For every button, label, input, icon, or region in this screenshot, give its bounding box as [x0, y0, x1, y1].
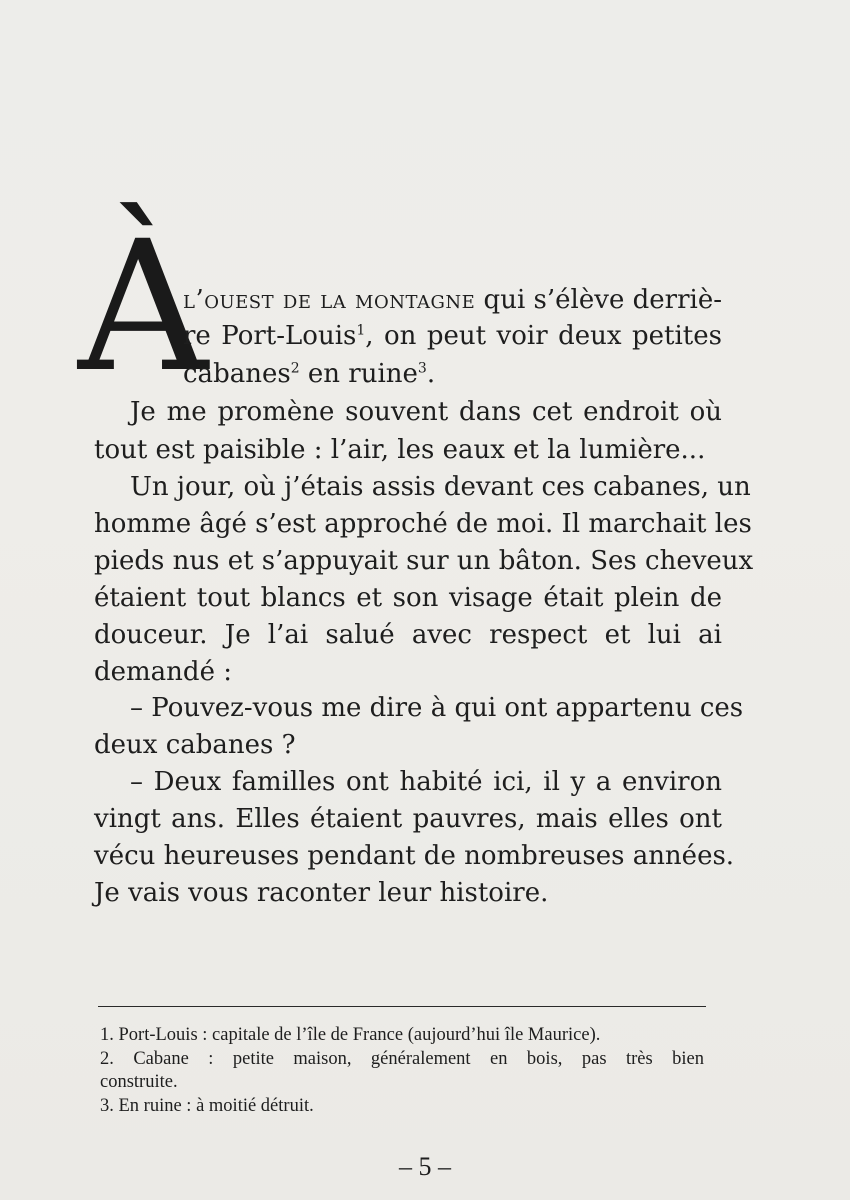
- footnote-2-cont: construite.: [100, 1072, 178, 1092]
- text-line: [183, 356, 435, 392]
- text-line: douceur. Je l’ai salué avec respect et lui ai: [94, 620, 722, 650]
- text-line: Je me promène souvent dans cet endroit où: [130, 397, 722, 427]
- text-line: – Pouvez-vous me dire à qui ont appartenu ces: [130, 693, 744, 723]
- text-span: re Port-Louis: [183, 321, 357, 351]
- text-line: vingt ans. Elles étaient pauvres, mais elles ont: [94, 804, 722, 834]
- footnote-2: 2. Cabane : petite maison, généralement en bois, pas très bien: [100, 1049, 704, 1069]
- text-line: [183, 282, 722, 318]
- text-line: Je vais vous raconter leur histoire.: [94, 878, 549, 908]
- text-span: qui s’élève derriè-: [475, 285, 722, 315]
- text-span: cabanes: [183, 359, 291, 389]
- small-caps-opening: l’ouest de la montagne: [183, 285, 476, 315]
- text-line: deux cabanes ?: [94, 730, 296, 760]
- drop-cap: À: [78, 203, 208, 412]
- footnote-3: 3. En ruine : à moitié détruit.: [100, 1096, 314, 1116]
- text-line: demandé :: [94, 657, 232, 687]
- text-line: [183, 318, 722, 354]
- text-line: homme âgé s’est approché de moi. Il marchait les: [94, 509, 752, 539]
- footnote-divider: [98, 1006, 706, 1007]
- footnote-1: 1. Port-Louis : capitale de l’île de France (aujourd’hui île Maurice).: [100, 1025, 601, 1045]
- footnote-ref: 2: [290, 360, 300, 377]
- footnote-ref: 3: [417, 360, 427, 377]
- text-span: , on peut voir deux petites: [365, 321, 722, 351]
- text-span: .: [426, 359, 436, 389]
- page-number: – 5 –: [399, 1152, 451, 1181]
- text-line: Un jour, où j’étais assis devant ces cabanes, un: [130, 472, 751, 502]
- footnote-ref: 1: [356, 322, 366, 339]
- text-span: en ruine: [299, 359, 418, 389]
- text-line: – Deux familles ont habité ici, il y a environ: [130, 767, 722, 797]
- text-line: pieds nus et s’appuyait sur un bâton. Ses cheveux: [94, 546, 754, 576]
- text-line: tout est paisible : l’air, les eaux et la lumière...: [94, 435, 706, 465]
- text-line: étaient tout blancs et son visage était plein de: [94, 583, 722, 613]
- text-line: vécu heureuses pendant de nombreuses années.: [94, 841, 735, 871]
